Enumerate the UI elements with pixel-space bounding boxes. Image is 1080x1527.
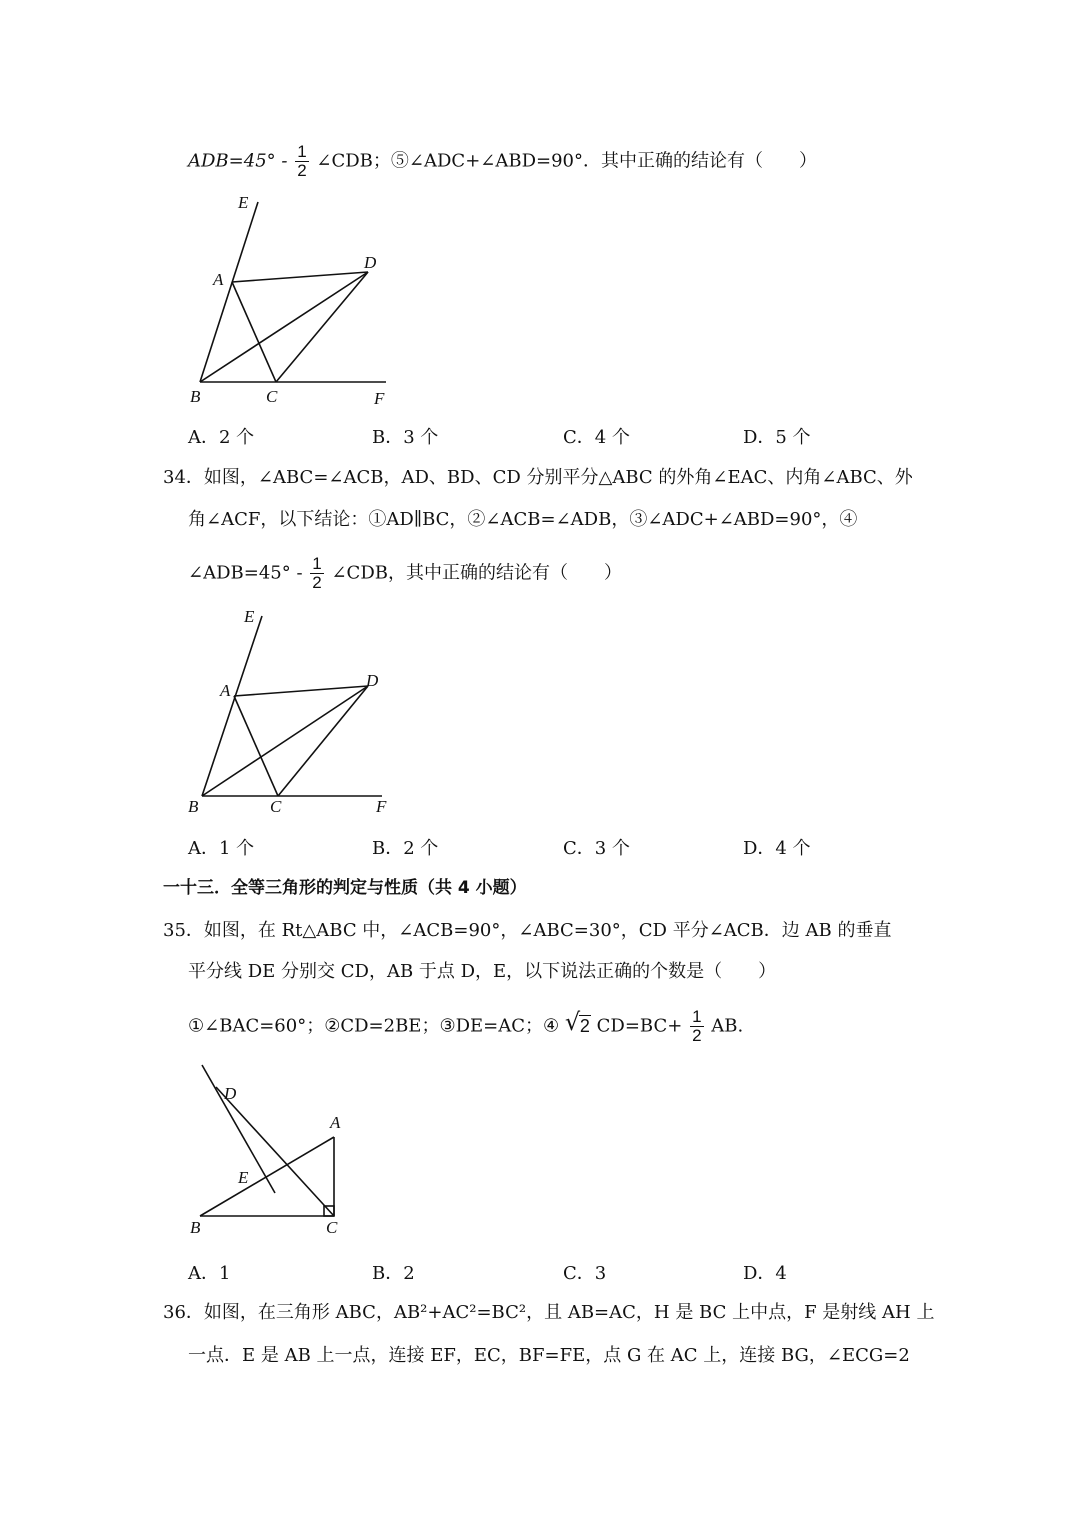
- q35-line2: 平分线 DE 分别交 CD，AB 于点 D，E，以下说法正确的个数是（ ）: [188, 961, 777, 982]
- q34-line-AD: [234, 686, 368, 696]
- q35-label-B: B: [190, 1218, 201, 1237]
- q33-label-F: F: [374, 389, 385, 408]
- q34-line-BD: [202, 686, 368, 796]
- q34-line3-post: ∠CDB，其中正确的结论有（ ）: [331, 562, 622, 584]
- q34-fraction: [310, 555, 323, 592]
- q35-frac-den: 2: [692, 1026, 702, 1045]
- q34-label-B: B: [188, 797, 199, 816]
- q35-label-C: C: [326, 1218, 338, 1237]
- q35-label-D: D: [224, 1084, 237, 1103]
- q33-line-CD: [276, 272, 368, 382]
- q35-line3-pre: ①∠BAC=60°；②CD=2BE；③DE=AC；④: [188, 1015, 560, 1037]
- q34-label-A: A: [220, 681, 231, 700]
- q33-label-E: E: [238, 193, 249, 212]
- q33-figure: [180, 190, 410, 415]
- q35-figure: [180, 1055, 360, 1245]
- q34-label-F: F: [376, 797, 387, 816]
- q34-line-AC: [234, 696, 278, 796]
- q34-line2: 角∠ACF，以下结论：①AD∥BC，②∠ACB=∠ADB，③∠ADC+∠ABD=90°，④: [188, 509, 858, 530]
- q35-fraction: [690, 1008, 703, 1045]
- q35-sqrt-sign: √: [564, 1007, 581, 1036]
- q35-frac-num: 1: [692, 1007, 702, 1026]
- q33-label-B: B: [190, 387, 201, 406]
- q35-label-A: A: [330, 1113, 341, 1132]
- q35-option-b[interactable]: B．2: [372, 1263, 415, 1284]
- q34-line-BE: [202, 616, 262, 796]
- q33-frac-den: 2: [297, 161, 307, 180]
- q33-line-AC: [232, 282, 276, 382]
- q35-option-a[interactable]: A．1: [188, 1263, 231, 1284]
- q33-tail-line: [188, 143, 817, 180]
- q36-line2: 一点．E 是 AB 上一点，连接 EF，EC，BF=FE，点 G 在 AC 上，连接 BG，∠ECG=2: [188, 1345, 910, 1366]
- q33-label-D: D: [364, 253, 377, 272]
- section-13-title: 一十三．全等三角形的判定与性质（共 4 小题）: [163, 878, 527, 898]
- q34-option-b[interactable]: B．2 个: [372, 838, 439, 859]
- q34-figure: [180, 600, 410, 825]
- q33-fraction: [295, 143, 308, 180]
- q34-option-a[interactable]: A．1 个: [188, 838, 255, 859]
- q34-label-D: D: [366, 671, 379, 690]
- q34-line3: [188, 555, 622, 592]
- q33-option-c[interactable]: C．4 个: [563, 427, 630, 448]
- q34-line-CD: [278, 686, 368, 796]
- q35-option-d[interactable]: D．4: [743, 1263, 787, 1284]
- q33-tail-post: ∠CDB；⑤∠ADC+∠ABD=90°．其中正确的结论有（ ）: [316, 150, 817, 172]
- q35-label-E: E: [238, 1168, 249, 1187]
- q34-option-c[interactable]: C．3 个: [563, 838, 630, 859]
- q33-option-b[interactable]: B．3 个: [372, 427, 439, 448]
- q35-line1: 35．如图，在 Rt△ABC 中，∠ACB=90°，∠ABC=30°，CD 平分∠ACB．边 AB 的垂直: [163, 920, 892, 941]
- q33-label-A: A: [213, 270, 224, 289]
- q35-line3: [188, 1008, 743, 1045]
- q34-line3-pre: ∠ADB=45° -: [188, 562, 303, 584]
- q33-line-BE: [200, 202, 258, 382]
- q35-line3-mid: CD=BC+: [596, 1015, 683, 1037]
- q33-line-AD: [232, 272, 368, 282]
- q34-frac-den: 2: [312, 573, 322, 592]
- q33-option-a[interactable]: A．2 个: [188, 427, 255, 448]
- q33-line-BD: [200, 272, 368, 382]
- q33-label-C: C: [266, 387, 278, 406]
- q33-tail-pre: ADB=45° -: [188, 150, 288, 172]
- q34-option-d[interactable]: D．4 个: [743, 838, 811, 859]
- q35-sqrt-value: 2: [579, 1015, 590, 1036]
- q33-option-d[interactable]: D．5 个: [743, 427, 811, 448]
- q35-line-BA: [200, 1137, 334, 1216]
- q33-frac-num: 1: [297, 142, 307, 161]
- q34-frac-num: 1: [312, 554, 322, 573]
- q35-line3-post: AB.: [711, 1015, 744, 1037]
- q34-line1: 34．如图，∠ABC=∠ACB，AD、BD、CD 分别平分△ABC 的外角∠EAC、内角∠ABC、外: [163, 467, 913, 488]
- q35-option-c[interactable]: C．3: [563, 1263, 607, 1284]
- q34-label-E: E: [244, 607, 255, 626]
- q36-line1: 36．如图，在三角形 ABC，AB²+AC²=BC²，且 AB=AC，H 是 BC 上中点，F 是射线 AH 上: [163, 1302, 935, 1323]
- q34-label-C: C: [270, 797, 282, 816]
- q35-sqrt: [564, 1007, 591, 1039]
